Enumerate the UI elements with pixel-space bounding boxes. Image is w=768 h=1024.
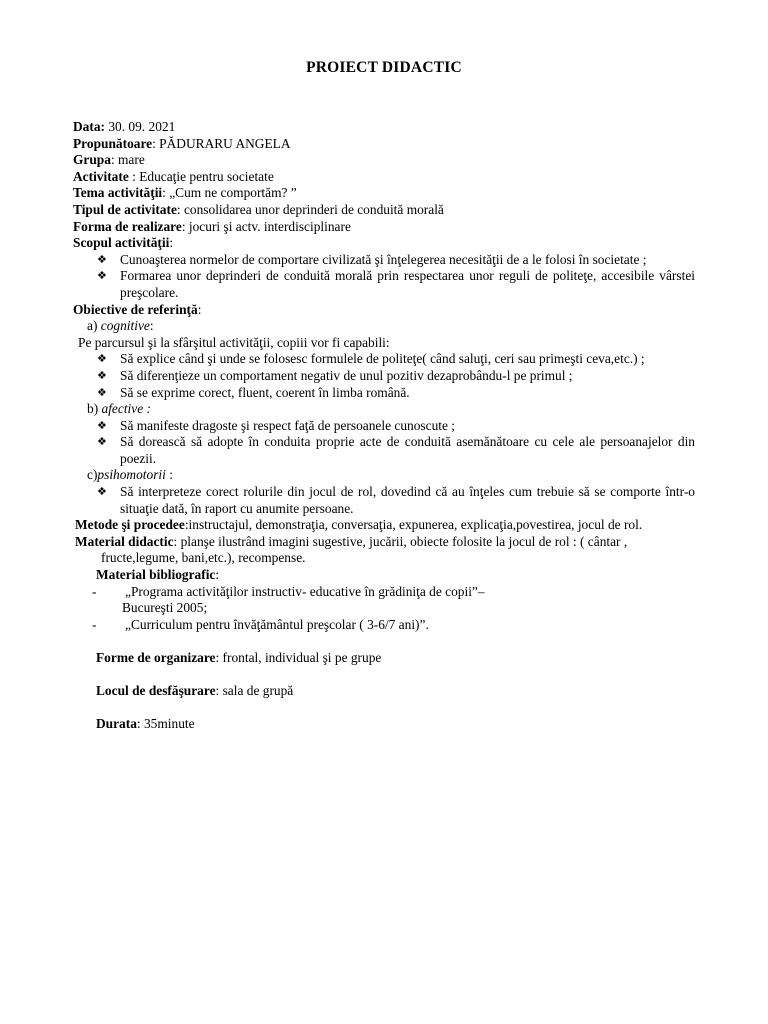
obiective-intro: Pe parcursul şi la sfârşitul activităţii, copiii vor fi capabili: [78,334,390,350]
field-tema: Tema activităţii: „Cum ne comportăm? ” [73,185,297,201]
list-item: ❖ Să dorească să adopte în conduita proprie acte de conduită asemănătoare cu cele ale persoanajelor din poezii. [97,434,695,466]
field-tipul: Tipul de activitate: consolidarea unor deprinderi de conduită morală [73,201,444,217]
cognitive-heading: a) cognitive: [87,318,154,334]
metode-paragraph: Metode şi procedee:instructajul, demonstraţia, conversaţia, expunerea, explicaţia,povestirea, jocul de rol. [75,517,643,533]
bullet-icon: ❖ [97,436,107,449]
list-item: ❖ Formarea unor deprinderi de conduită morală prin respectarea unor reguli de politeţe, accesibile vârstei preşcolare. [97,268,695,300]
bullet-icon: ❖ [97,270,107,283]
bullet-icon: ❖ [97,253,107,266]
bullet-icon: ❖ [97,419,107,432]
list-item: ❖ Să se exprime corect, fluent, coerent în limba română. [97,384,410,400]
list-item: ❖ Să interpreteze corect rolurile din jocul de rol, dovedind că au înţeles cum trebuie să se comporte într-o situaţie dată, în raport cu anumite persoane. [97,484,695,516]
list-item: ❖ Să diferenţieze un comportament negativ de unul pozitiv dezaprobându-l pe primul ; [97,367,573,383]
bullet-icon: ❖ [97,386,107,399]
field-grupa: Grupa: mare [73,152,145,168]
field-data: Data: 30. 09. 2021 [73,119,176,134]
list-item: ❖ Să manifeste dragoste şi respect faţă de persoanele cunoscute ; [97,417,456,433]
field-activitate: Activitate : Educaţie pentru societate [73,168,274,184]
list-item-continuation: Bucureşti 2005; [122,600,208,616]
afective-heading: b) afective : [87,401,151,417]
list-item: ❖ Să explice când şi unde se folosesc formulele de politeţe( când saluţi, ceri sau primeşti ceva,etc.) ; [97,351,645,367]
list-item: ❖ Cunoaşterea normelor de comportare civilizată şi înţelegerea necesităţii de a le folosi în societate ; [97,251,647,267]
list-item: - „Curriculum pentru învăţământul preşcolar ( 3-6/7 ani)”. [92,616,429,632]
field-forma: Forma de realizare: jocuri şi actv. interdisciplinare [73,218,351,234]
bullet-icon: ❖ [97,486,107,499]
material-didactic-paragraph: Material didactic: planşe ilustrând imagini sugestive, jucării, obiecte folosite la jocul de rol : ( cântar , fructe,legume, bani,etc.), recompense. [75,533,628,566]
field-forme: Forme de organizare: frontal, individual şi pe grupe [96,650,382,665]
list-item: - „Programa activităţilor instructiv- educative în grădiniţa de copii”– [92,583,485,599]
obiective-heading: Obiective de referinţă: [73,301,202,317]
psihomotorii-heading: c)psihomotorii : [87,467,173,483]
field-propunatoare: Propunătoare: PĂDURARU ANGELA [73,135,291,151]
page-title: PROIECT DIDACTIC [306,59,462,76]
document-body [73,119,695,733]
scop-heading: Scopul activităţii: [73,235,174,251]
field-locul: Locul de desfăşurare: sala de grupă [96,683,294,699]
bullet-icon: ❖ [97,353,107,366]
bibliografic-heading: Material bibliografic: [96,567,220,583]
field-durata: Durata: 35minute [96,716,195,732]
bullet-icon: ❖ [97,369,107,382]
